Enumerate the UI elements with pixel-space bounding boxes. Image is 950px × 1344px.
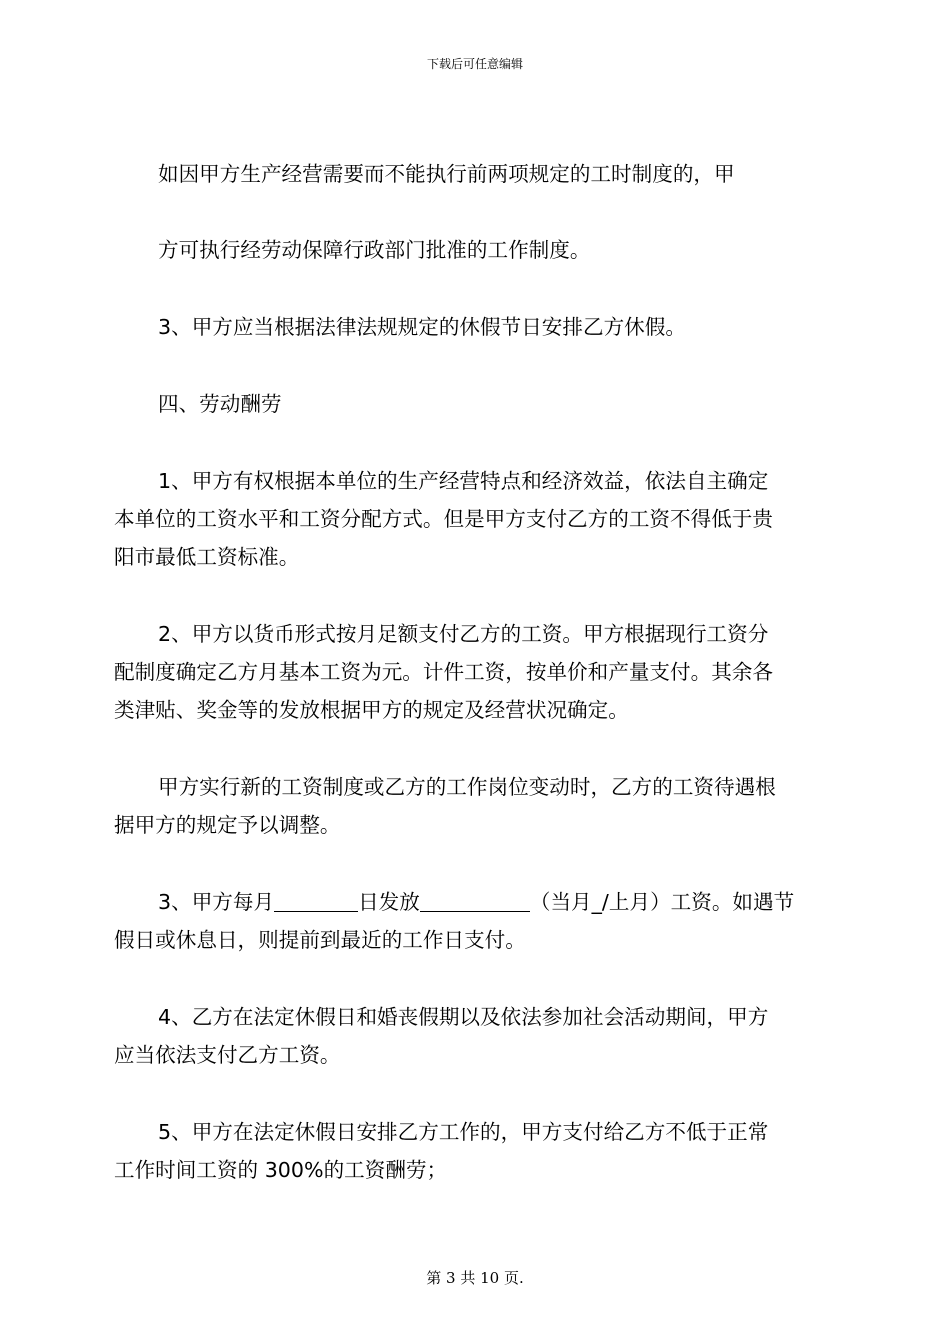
paragraph-line: 假日或休息日，则提前到最近的工作日支付。 bbox=[114, 928, 526, 952]
pay-day-text: 3、甲方每月 bbox=[158, 890, 275, 914]
paragraph-line bbox=[114, 883, 838, 921]
paragraph-line: 5、甲方在法定休假日安排乙方工作的，甲方支付给乙方不低于正常 bbox=[158, 1120, 769, 1144]
paragraph-line: 方可执行经劳动保障行政部门批准的工作制度。 bbox=[158, 238, 591, 262]
paragraph-line: 阳市最低工资标准。 bbox=[114, 545, 300, 569]
paragraph-line: 2、甲方以货币形式按月足额支付乙方的工资。甲方根据现行工资分 bbox=[158, 622, 769, 646]
pay-day-blank bbox=[274, 887, 358, 912]
paragraph-line: 类津贴、奖金等的发放根据甲方的规定及经营状况确定。 bbox=[114, 698, 629, 722]
paragraph-line: 应当依法支付乙方工资。 bbox=[114, 1043, 341, 1067]
paragraph-line: 4、乙方在法定休假日和婚丧假期以及依法参加社会活动期间，甲方 bbox=[158, 1005, 769, 1029]
paragraph-work-hours bbox=[114, 155, 838, 193]
paragraph-line: 1、甲方有权根据本单位的生产经营特点和经济效益，依法自主确定 bbox=[158, 469, 769, 493]
paragraph-line: 工作时间工资的 300%的工资酬劳； bbox=[114, 1158, 448, 1182]
paragraph-pay-day bbox=[114, 883, 838, 959]
paragraph-holiday-overtime bbox=[114, 1113, 838, 1189]
paragraph-line: 如因甲方生产经营需要而不能执行前两项规定的工时制度的，甲 bbox=[158, 162, 735, 186]
paragraph-line: 据甲方的规定予以调整。 bbox=[114, 813, 341, 837]
page-header: 下载后可任意编辑 bbox=[426, 57, 523, 71]
section-heading-remuneration bbox=[114, 385, 838, 423]
section-heading: 四、劳动酬劳 bbox=[158, 392, 282, 416]
pay-day-text: 日发放 bbox=[358, 890, 420, 914]
pay-day-text: （当月_/上月）工资。如遇节 bbox=[529, 890, 795, 914]
paragraph-statutory-leave bbox=[114, 998, 838, 1074]
paragraph-wage-adjustment bbox=[114, 768, 838, 844]
page-footer: 第 3 共 10 页. bbox=[426, 1269, 524, 1287]
paragraph-line: 配制度确定乙方月基本工资为元。计件工资，按单价和产量支付。其余各 bbox=[114, 660, 773, 684]
paragraph-holidays bbox=[114, 308, 838, 346]
paragraph-work-hours-cont bbox=[114, 231, 838, 269]
paragraph-line: 本单位的工资水平和工资分配方式。但是甲方支付乙方的工资不得低于贵 bbox=[114, 507, 773, 531]
paragraph-line: 3、甲方应当根据法律法规规定的休假节日安排乙方休假。 bbox=[158, 315, 686, 339]
paragraph-line: 甲方实行新的工资制度或乙方的工作岗位变动时，乙方的工资待遇根 bbox=[158, 775, 776, 799]
paragraph-wage-level bbox=[114, 462, 838, 576]
pay-amount-blank bbox=[420, 887, 530, 912]
paragraph-wage-payment bbox=[114, 615, 838, 729]
